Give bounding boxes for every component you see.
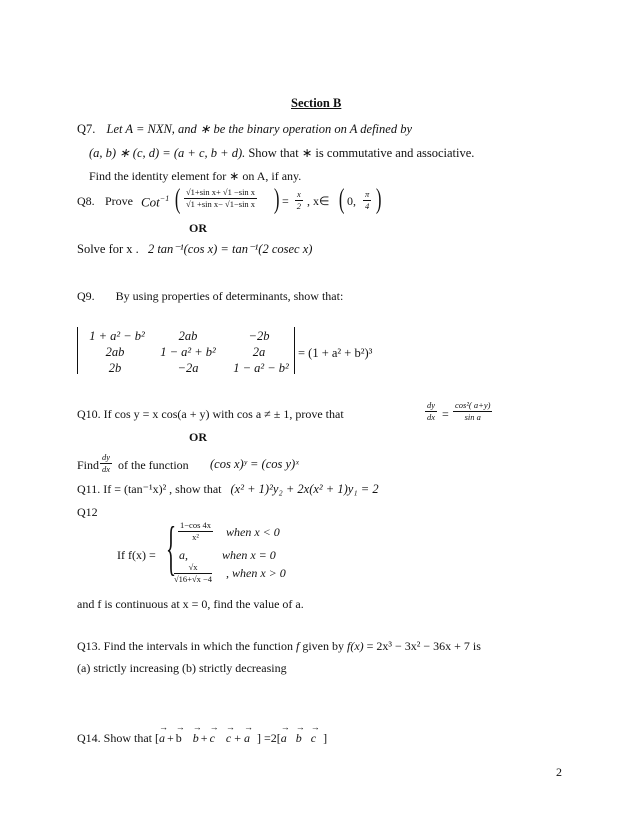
q12-case1-fraction: $\frac{1-\cos 4x}{\text{x²}}$ [180, 520, 211, 542]
find-middle: of the function [118, 458, 189, 472]
q12-case1-cond: when x < 0 [226, 525, 280, 539]
q11-prefix: Q11. If = (tan⁻¹x)² [77, 482, 167, 496]
q13-line1: Q13. Find the intervals in which the function f given by f(x) = 2x³ − 3x² − 36x + 7 is [77, 639, 481, 653]
find-dy-dx: $\frac{dy}{dx}$ [102, 452, 111, 474]
matrix-cell: 2ab [178, 329, 198, 343]
q7-math2: (a, b) ∗ (c, d) = (a + c, b + d). [89, 146, 246, 160]
q8-interval-paren: ( [338, 184, 345, 215]
q9-text: By using properties of determinants, show that: [115, 289, 344, 303]
q13-line2: (a) strictly increasing (b) strictly decreasing [77, 661, 287, 675]
q10-line [77, 400, 497, 428]
q14-line: Q14. Show that [→ a +→ b → b +→ c → c +→ a ] =2[→ a → b → c ] [77, 731, 327, 746]
matrix-cell: 1 − a² + b² [160, 345, 216, 359]
solve-math: 2 tan⁻¹(cos x) = tan⁻¹(2 cosec x) [147, 242, 313, 256]
q8-domain: , x∈ [307, 194, 330, 208]
q10-dy-dx: $\frac{dy}{dx}$ [427, 400, 436, 422]
matrix-cell: 2a [252, 345, 266, 359]
solve-line [77, 241, 312, 257]
q12-label: Q12 [77, 505, 98, 519]
or-separator-1: OR [189, 221, 207, 235]
matrix-cell: 2b [108, 361, 122, 375]
q7-text2: Show that ∗ is commutative and associative. [245, 146, 475, 160]
q7-line3: Find the identity element for ∗ on A, if any. [89, 169, 302, 183]
q8-paren-close: ) [273, 184, 280, 215]
q8-interval-paren-close: ) [375, 184, 382, 215]
q9-label: Q9. [77, 289, 95, 303]
q8-cot: Cot$^{-1}$ [141, 194, 170, 210]
q8-label: Q8. [77, 194, 95, 208]
q10-equals: = [442, 407, 449, 421]
q9-rhs: = (1 + a² + b²)³ [298, 346, 373, 360]
q7-math1: Let A = NXN, and ∗ be the binary operation on A defined by [106, 122, 412, 136]
q7-line1 [77, 121, 412, 137]
q9-line [77, 289, 343, 304]
q8-numerator: √1+sin x+ √1 −sin x [186, 187, 256, 197]
find-prefix: Find [77, 458, 100, 472]
matrix-cell: −2a [177, 361, 199, 375]
find-math: (cos x)ʸ = (cos y)ˣ [210, 457, 299, 471]
q10-rhs: $\frac{\text{cos²( a+y)}}{\text{sin a}}$ [455, 400, 491, 422]
q12-if-f: If f(x) = [117, 548, 156, 562]
matrix-cell: −2b [248, 329, 270, 343]
matrix-cell: 1 + a² − b² [89, 329, 145, 343]
solve-prefix: Solve for x . [77, 242, 139, 256]
q8-denominator: √1 +sin x− √1−sin x [186, 199, 256, 209]
q12-case2-cond: when x = 0 [222, 548, 276, 562]
q8-paren-open: ( [174, 184, 181, 215]
q12-case3-cond: , when x > 0 [226, 566, 286, 580]
q8-prove: Prove [105, 194, 133, 208]
q11-math: (x² + 1)²y₂ + 2x(x² + 1)y₁ = 2 [230, 482, 379, 496]
q8-x-over-2: $\frac{x}{2}$ [296, 189, 302, 211]
q8-pi-over-4: $\frac{\pi}{4}$ [365, 189, 370, 211]
or-separator-2: OR [189, 430, 207, 444]
find-line [77, 452, 417, 478]
page-number: 2 [556, 765, 562, 779]
q8-equals: = [282, 194, 289, 208]
q12-case2-val: a, [179, 548, 188, 562]
q12-after: and f is continuous at x = 0, find the value of a. [77, 597, 304, 611]
matrix-cell: 1 − a² − b² [233, 361, 289, 375]
q11-middle: , show that [169, 482, 222, 496]
q10-text: Q10. If cos y = x cos(a + y) with cos a ≠ ± 1, prove that [77, 407, 344, 421]
q7-line2 [89, 145, 474, 161]
matrix-cell: 2ab [105, 345, 125, 359]
q12-brace: { [166, 515, 177, 581]
q12-case3-fraction: $\frac{√x}{√16+√x -4}$ [174, 562, 213, 584]
q8-fraction [184, 187, 257, 210]
q7-label: Q7. [77, 122, 96, 136]
q8-interval-left: 0, [347, 194, 356, 208]
q11-line [77, 482, 379, 497]
section-title: Section B [291, 96, 342, 110]
